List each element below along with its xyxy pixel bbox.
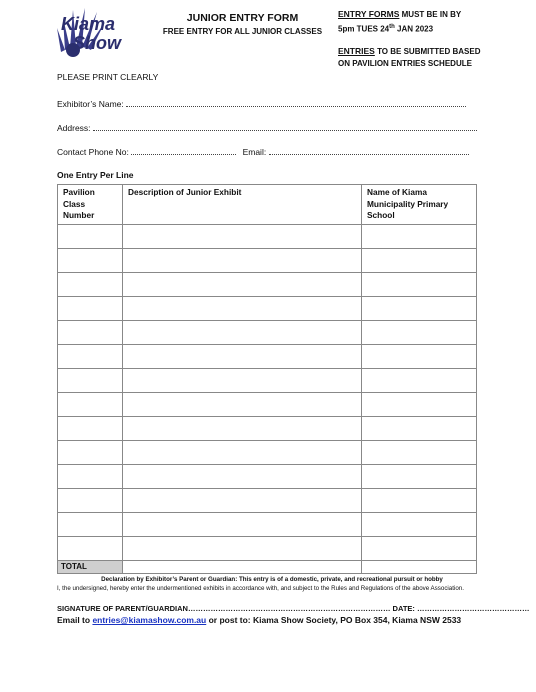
table-row [58, 512, 477, 536]
description-cell[interactable] [123, 464, 362, 488]
description-cell[interactable] [123, 320, 362, 344]
exhibitor-name-field[interactable] [126, 98, 466, 107]
class-number-cell[interactable] [58, 512, 123, 536]
class-number-cell[interactable] [58, 464, 123, 488]
post-text: or post to: Kiama Show Society, PO Box 354, Kiama NSW 2533 [208, 615, 462, 625]
logo-text-show: Show [73, 33, 121, 53]
phone-label: Contact Phone No: [57, 147, 129, 157]
exhibitor-name-label: Exhibitor’s Name: [57, 99, 124, 109]
email-field[interactable] [269, 146, 469, 155]
school-cell[interactable] [362, 536, 477, 560]
contact-row [57, 146, 469, 157]
email-link[interactable]: entries@kiamashow.com.au [92, 615, 207, 625]
class-number-cell[interactable] [58, 272, 123, 296]
print-clearly-note: PLEASE PRINT CLEARLY [57, 72, 159, 82]
class-number-cell[interactable] [58, 224, 123, 248]
description-cell[interactable] [123, 488, 362, 512]
description-cell[interactable] [123, 368, 362, 392]
total-label: TOTAL [58, 560, 123, 573]
form-title-block [150, 12, 335, 36]
description-cell[interactable] [123, 440, 362, 464]
col-description: Description of Junior Exhibit [123, 185, 362, 225]
email-prefix: Email to [57, 615, 91, 625]
entries-line1: ENTRIES TO BE SUBMITTED BASED [338, 45, 481, 56]
total-cell[interactable] [123, 560, 362, 573]
table-row [58, 368, 477, 392]
table-row [58, 272, 477, 296]
class-number-cell[interactable] [58, 296, 123, 320]
deadline-line2: 5pm TUES 24th JAN 2023 [338, 24, 434, 34]
description-cell[interactable] [123, 512, 362, 536]
description-cell[interactable] [123, 344, 362, 368]
total-empty-cell [362, 560, 477, 573]
school-cell[interactable] [362, 512, 477, 536]
entries-heading: ENTRIES [338, 45, 375, 56]
contact-line [57, 615, 461, 625]
description-cell[interactable] [123, 392, 362, 416]
class-number-cell[interactable] [58, 488, 123, 512]
table-row [58, 536, 477, 560]
school-cell[interactable] [362, 416, 477, 440]
school-cell[interactable] [362, 464, 477, 488]
school-cell[interactable] [362, 440, 477, 464]
entries-line2: ON PAVILION ENTRIES SCHEDULE [338, 58, 472, 68]
entries-table [57, 184, 477, 574]
table-row [58, 320, 477, 344]
col-school: Name of Kiama Municipality Primary School [362, 185, 477, 225]
table-row [58, 464, 477, 488]
school-cell[interactable] [362, 248, 477, 272]
school-cell[interactable] [362, 224, 477, 248]
declaration-bold: Declaration by Exhibitor’s Parent or Guardian: This entry is of a domestic, private, and recreational pursuit or hobby [101, 576, 443, 583]
class-number-cell[interactable] [58, 536, 123, 560]
description-cell[interactable] [123, 272, 362, 296]
form-title: JUNIOR ENTRY FORM [186, 12, 299, 24]
class-number-cell[interactable] [58, 416, 123, 440]
school-cell[interactable] [362, 344, 477, 368]
exhibitor-name-row [57, 98, 466, 109]
declaration-text: I, the undersigned, hereby enter the undermentioned exhibits in accordance with, and subject to the Rules and Regulations of the above Association. [57, 585, 464, 592]
class-number-cell[interactable] [58, 320, 123, 344]
logo-text-kiama: Kiama [61, 14, 116, 34]
table-heading: One Entry Per Line [57, 170, 134, 180]
school-cell[interactable] [362, 272, 477, 296]
table-row [58, 416, 477, 440]
table-header-row [58, 185, 477, 225]
table-row [58, 344, 477, 368]
table-row [58, 296, 477, 320]
deadline-line1: ENTRY FORMS MUST BE IN BY [338, 9, 462, 19]
address-field[interactable] [93, 122, 477, 131]
total-row [58, 560, 477, 573]
table-row [58, 488, 477, 512]
address-row [57, 122, 477, 133]
signature-line[interactable]: SIGNATURE OF PARENT/GUARDIAN……………………………………………………………………… DATE: ……………………………………… [57, 604, 530, 613]
kiama-show-logo [55, 6, 135, 60]
table-row [58, 248, 477, 272]
class-number-cell[interactable] [58, 368, 123, 392]
school-cell[interactable] [362, 296, 477, 320]
description-cell[interactable] [123, 416, 362, 440]
school-cell[interactable] [362, 392, 477, 416]
table-row [58, 224, 477, 248]
description-cell[interactable] [123, 248, 362, 272]
address-label: Address: [57, 123, 91, 133]
class-number-cell[interactable] [58, 392, 123, 416]
class-number-cell[interactable] [58, 344, 123, 368]
declaration [57, 575, 487, 593]
school-cell[interactable] [362, 488, 477, 512]
deadline-heading: ENTRY FORMS [338, 9, 400, 19]
form-subtitle: FREE ENTRY FOR ALL JUNIOR CLASSES [162, 27, 323, 36]
description-cell[interactable] [123, 536, 362, 560]
col-class-number: Pavilion Class Number [58, 185, 123, 225]
description-cell[interactable] [123, 296, 362, 320]
table-row [58, 440, 477, 464]
school-cell[interactable] [362, 320, 477, 344]
class-number-cell[interactable] [58, 440, 123, 464]
submission-info [338, 8, 528, 70]
school-cell[interactable] [362, 368, 477, 392]
table-row [58, 392, 477, 416]
phone-field[interactable] [131, 146, 236, 155]
email-label: Email: [242, 147, 267, 157]
class-number-cell[interactable] [58, 248, 123, 272]
description-cell[interactable] [123, 224, 362, 248]
